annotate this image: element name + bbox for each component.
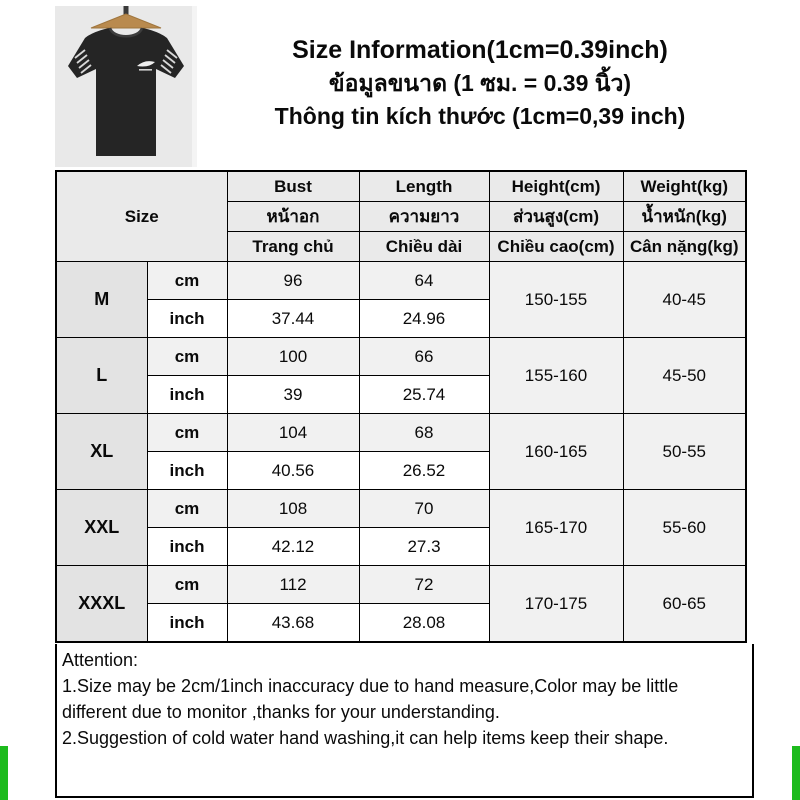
col-weight-en: Weight(kg) bbox=[623, 171, 746, 202]
height-range-value: 150-155 bbox=[489, 262, 623, 338]
col-height-en: Height(cm) bbox=[489, 171, 623, 202]
size-row-xl-cm bbox=[56, 414, 746, 452]
size-row-xxxl-cm bbox=[56, 566, 746, 604]
size-table-header bbox=[56, 171, 746, 262]
size-table-body bbox=[56, 262, 746, 643]
size-label-xxxl: XXXL bbox=[56, 566, 147, 643]
bust-cm-value: 112 bbox=[227, 566, 359, 604]
green-edge-bar-right bbox=[792, 746, 800, 800]
weight-range-value: 55-60 bbox=[623, 490, 746, 566]
col-height-th: ส่วนสูง(cm) bbox=[489, 202, 623, 232]
weight-range-value: 45-50 bbox=[623, 338, 746, 414]
col-bust-en: Bust bbox=[227, 171, 359, 202]
length-inch-value: 28.08 bbox=[359, 604, 489, 643]
size-table-wrap bbox=[55, 170, 745, 643]
length-inch-value: 26.52 bbox=[359, 452, 489, 490]
title-vietnamese: Thông tin kích thước (1cm=0,39 inch) bbox=[274, 103, 686, 129]
length-inch-value: 25.74 bbox=[359, 376, 489, 414]
title-block bbox=[200, 34, 760, 133]
size-label-xl: XL bbox=[56, 414, 147, 490]
unit-inch-label: inch bbox=[147, 604, 227, 643]
unit-cm-label: cm bbox=[147, 338, 227, 376]
bust-cm-value: 108 bbox=[227, 490, 359, 528]
unit-cm-label: cm bbox=[147, 262, 227, 300]
unit-inch-label: inch bbox=[147, 376, 227, 414]
size-row-l-cm bbox=[56, 338, 746, 376]
size-header-cell: Size bbox=[56, 171, 227, 262]
weight-range-value: 50-55 bbox=[623, 414, 746, 490]
bust-inch-value: 43.68 bbox=[227, 604, 359, 643]
weight-range-value: 60-65 bbox=[623, 566, 746, 643]
length-cm-value: 66 bbox=[359, 338, 489, 376]
height-range-value: 165-170 bbox=[489, 490, 623, 566]
title-english: Size Information(1cm=0.39inch) bbox=[292, 36, 668, 64]
length-cm-value: 68 bbox=[359, 414, 489, 452]
size-row-xxl-cm bbox=[56, 490, 746, 528]
size-label-xxl: XXL bbox=[56, 490, 147, 566]
length-inch-value: 24.96 bbox=[359, 300, 489, 338]
unit-inch-label: inch bbox=[147, 300, 227, 338]
unit-inch-label: inch bbox=[147, 452, 227, 490]
col-weight-vi: Cân nặng(kg) bbox=[623, 232, 746, 262]
size-label-m: M bbox=[56, 262, 147, 338]
unit-cm-label: cm bbox=[147, 490, 227, 528]
bust-inch-value: 42.12 bbox=[227, 528, 359, 566]
height-range-value: 155-160 bbox=[489, 338, 623, 414]
col-bust-th: หน้าอก bbox=[227, 202, 359, 232]
attention-line2: 2.Suggestion of cold water hand washing,it can help items keep their shape. bbox=[62, 728, 669, 748]
length-cm-value: 72 bbox=[359, 566, 489, 604]
bust-cm-value: 96 bbox=[227, 262, 359, 300]
height-range-value: 170-175 bbox=[489, 566, 623, 643]
unit-cm-label: cm bbox=[147, 414, 227, 452]
bust-cm-value: 100 bbox=[227, 338, 359, 376]
unit-cm-label: cm bbox=[147, 566, 227, 604]
tshirt-on-hanger-illustration bbox=[55, 6, 197, 167]
photo-edge bbox=[192, 6, 197, 167]
green-edge-bar-left bbox=[0, 746, 8, 800]
col-length-en: Length bbox=[359, 171, 489, 202]
bust-inch-value: 40.56 bbox=[227, 452, 359, 490]
bust-cm-value: 104 bbox=[227, 414, 359, 452]
length-cm-value: 70 bbox=[359, 490, 489, 528]
title-thai: ข้อมูลขนาด (1 ซม. = 0.39 นิ้ว) bbox=[328, 70, 632, 96]
col-height-vi: Chiều cao(cm) bbox=[489, 232, 623, 262]
size-table bbox=[55, 170, 747, 643]
attention-box bbox=[55, 644, 754, 798]
unit-inch-label: inch bbox=[147, 528, 227, 566]
col-weight-th: น้ำหนัก(kg) bbox=[623, 202, 746, 232]
col-length-th: ความยาว bbox=[359, 202, 489, 232]
height-range-value: 160-165 bbox=[489, 414, 623, 490]
bust-inch-value: 37.44 bbox=[227, 300, 359, 338]
attention-heading: Attention: bbox=[62, 650, 139, 670]
weight-range-value: 40-45 bbox=[623, 262, 746, 338]
length-cm-value: 64 bbox=[359, 262, 489, 300]
size-row-m-cm bbox=[56, 262, 746, 300]
product-photo bbox=[55, 6, 197, 167]
bust-inch-value: 39 bbox=[227, 376, 359, 414]
attention-line1: 1.Size may be 2cm/1inch inaccuracy due to hand measure,Color may be little different due to monitor ,thanks for your understanding. bbox=[62, 676, 679, 722]
length-inch-value: 27.3 bbox=[359, 528, 489, 566]
col-bust-vi: Trang chủ bbox=[227, 232, 359, 262]
size-label-l: L bbox=[56, 338, 147, 414]
col-length-vi: Chiều dài bbox=[359, 232, 489, 262]
